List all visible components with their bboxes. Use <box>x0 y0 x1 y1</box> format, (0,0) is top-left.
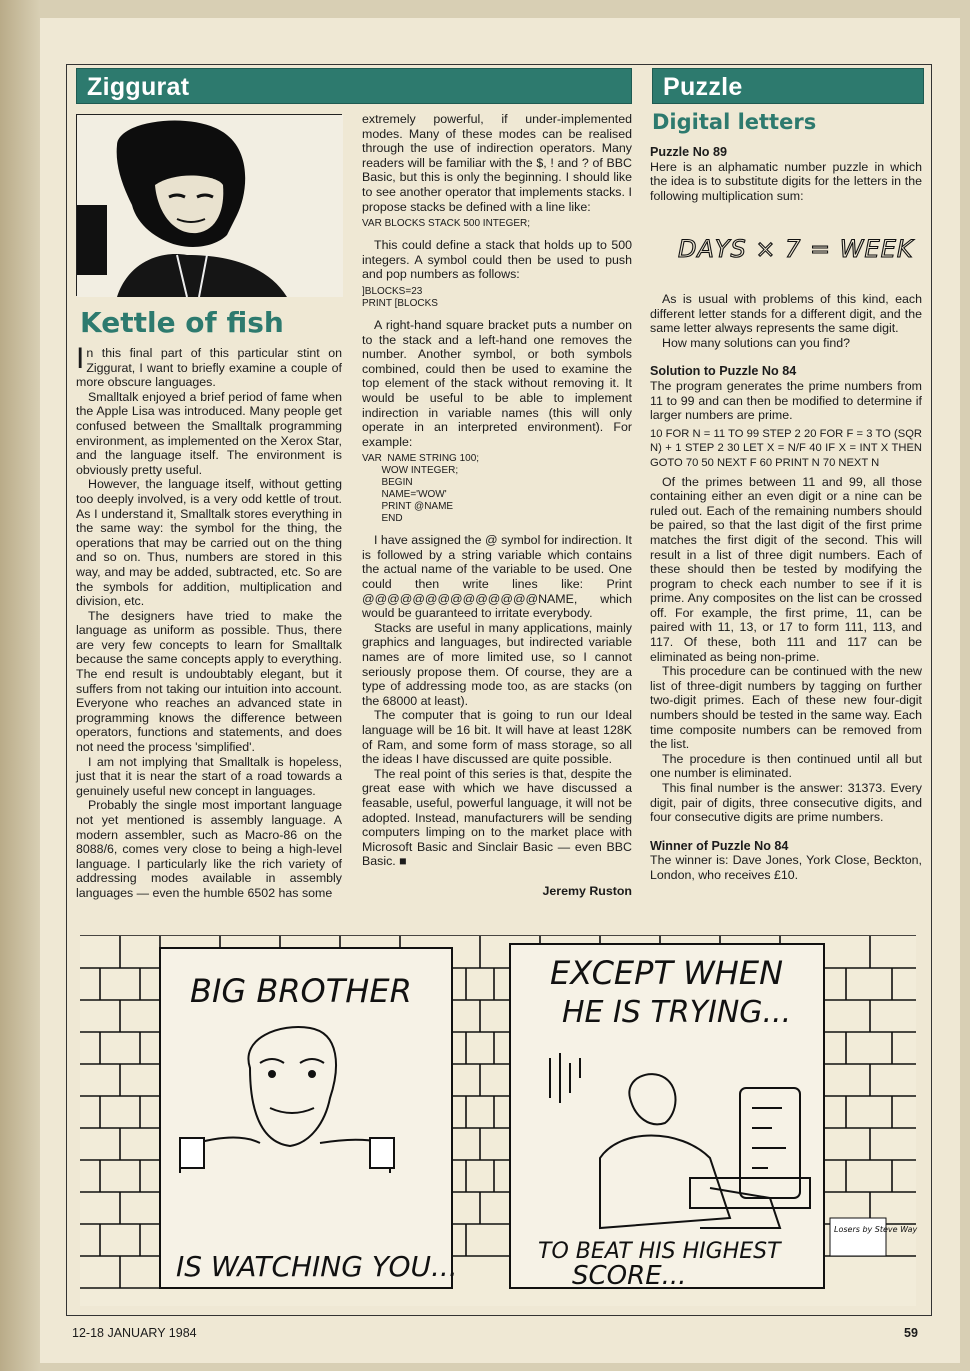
equation-text: DAYS × 7 = WEEK <box>678 235 914 263</box>
caption-big-brother: BIG BROTHER <box>190 972 412 1010</box>
code-sample-1: VAR BLOCKS STACK 500 INTEGER; <box>362 218 531 230</box>
article-column-2 <box>362 112 632 869</box>
solution-title: Solution to Puzzle No 84 <box>650 364 797 379</box>
puzzle-column-top <box>650 145 922 203</box>
paragraph-7: extremely powerful, if under-implemented modes. Many of these modes can be realised through the use of indirection operators. Many readers will be familiar with the $, ! and ? of BBC Basic, but this is only the beginning. I should like to see another operator that implements stacks. I propose stacks be defined with a line like: <box>362 112 632 214</box>
puzzle-headline: Digital letters <box>652 110 817 134</box>
solution-body-1: Of the primes between 11 and 99, all those containing either an even digit or a nine can be ruled out. Each of the remaining numbers should be paired, so that the last digit of the first prime matches the first digit of the second. This will result in a list of three digit numbers. Each of these should then be tested by modifying the program to check each number to see if it is prime. Any composites on the list can be crossed off. For example, the first prime, 11, can be paired with 11, 13, or 17 to form 111, 113, and 117. Of these, both 111 and 117 can be eliminated as being non-prime. <box>650 474 922 664</box>
winner-title: Winner of Puzzle No 84 <box>650 838 789 853</box>
code-sample-3: VAR NAME STRING 100; WOW INTEGER; BEGIN NAME='WOW' PRINT @NAME END <box>362 453 480 525</box>
winner-text: The winner is: Dave Jones, York Close, Beckton, London, who receives £10. <box>650 853 922 882</box>
caption-except-when: EXCEPT WHEN <box>550 954 784 992</box>
author-photo <box>76 114 342 296</box>
paragraph-8: This could define a stack that holds up to 500 integers. A symbol could then be used to push and pop numbers as follows: <box>362 238 632 282</box>
puzzle-header: Puzzle <box>652 68 924 104</box>
paragraph-3: However, the language itself, without getting too deeply involved, is a very odd kettle of trout. As I understand it, Smalltalk stores everything in the same way: the symbol for the thing, the operations that may be carried out on the thing and so on. Thus, numbers are stored in this way, and may be added, subtracted, etc. So are the symbols for addition, multiplication and division, etc. <box>76 477 342 609</box>
paragraph-1: In this final part of this particular stint on Ziggurat, I want to briefly examine a couple of more obscure languages. <box>76 342 342 390</box>
paragraph-12: The computer that is going to run our Ideal language will be 16 bit. It will have at least 128K of Ram, and some form of mass storage, so all the ideas I have discussed are quite possible. <box>362 708 632 767</box>
issue-date: 12-18 JANUARY 1984 <box>72 1326 197 1340</box>
puzzle-equation <box>676 231 914 265</box>
paragraph-10: I have assigned the @ symbol for indirection. It is followed by a string variable which contains the actual name of the variable to be used. One could then write lines like: Print @@@@@@@@@@@@@@NAME, which would be guaranteed to irritate everybody. <box>362 533 632 621</box>
paragraph-9: A right-hand square bracket puts a number on to the stack and a left-hand one removes the number. Another symbol, or both symbols combined, could then be used to examine the top element of the stack without removing it. It would be useful to be able to implement indirection in variable names (this will only operate in an interpreted environment). For example: <box>362 317 632 449</box>
puzzle-column-bottom <box>650 292 922 883</box>
code-sample-2: ]BLOCKS=23 PRINT [BLOCKS <box>362 285 438 309</box>
portrait-image <box>77 115 343 297</box>
ziggurat-header: Ziggurat <box>76 68 632 104</box>
paragraph-5: I am not implying that Smalltalk is hopeless, just that it is near the start of a road towards a genuinely useful new concept in languages. <box>76 754 342 798</box>
puzzle-intro: Here is an alphamatic number puzzle in which the idea is to substitute digits for the letters in the following multiplication sum: <box>650 159 922 203</box>
cartoon-signature: Losers by Steve Way <box>834 1225 918 1234</box>
paragraph-4: The designers have tried to make the language as uniform as possible. Thus, there are very few concepts to learn for Smalltalk because the same concepts apply to everything. The end result is undoubtably elegant, but it suffers from not taking our intuition into account. Everyone who reaches an advanced state in programming knows the difference between operators, functions and statements, and does not need the process 'simplified'. <box>76 608 342 755</box>
paragraph-6: Probably the single most important language not yet mentioned is assembly language. A modern assembler, such as Macro-86 on the 8088/6, comes very close to being a high-level language. I particularly like the rich variety of addressing modes available in assembly languages — even the humble 6502 has some <box>76 798 342 900</box>
paragraph-11: Stacks are useful in many applications, mainly graphics and languages, but indirected variable names are of more limited use, so I cannot seriously propose them. Of course, they are a type of addressing mode too, as are stacks (on the 68000 at least). <box>362 620 632 708</box>
paragraph-2: Smalltalk enjoyed a brief period of fame when the Apple Lisa was introduced. Many people get confused between the Smalltalk programming environment, as implemented on the Xerox Star, and the language itself. The environment is obviously pretty useful. <box>76 389 342 477</box>
solution-program: 10 FOR N = 11 TO 99 STEP 2 20 FOR F = 3 TO (SQR N) + 1 STEP 2 30 LET X = N/F 40 IF X = INT X THEN GOTO 70 50 NEXT F 60 PRINT N 70 NEXT N <box>650 427 922 469</box>
page-number: 59 <box>904 1326 918 1340</box>
article-column-1 <box>76 342 342 901</box>
solution-intro: The program generates the prime numbers from 11 to 99 and can then be modified to determine if larger numbers are prime. <box>650 378 922 423</box>
puzzle-body-2: How many solutions can you find? <box>662 335 851 350</box>
cartoon-strip <box>80 928 916 1306</box>
signature-box <box>830 1218 886 1256</box>
end-mark: ■ <box>399 854 407 869</box>
caption-watching-you: IS WATCHING YOU... <box>176 1250 458 1283</box>
drop-cap: I <box>76 342 85 375</box>
paragraph-13: The real point of this series is that, despite the great ease with which we have discussed a feasable, useful, powerful language, it will not be adopted. Instead, manufacturers will be sending computers limping on to the market place with Microsoft Basic and Sinclair Basic — even BBC Basic. ■ <box>362 766 632 869</box>
caption-to-beat: TO BEAT HIS HIGHEST <box>538 1239 781 1264</box>
puzzle-body-1: As is usual with problems of this kind, each different letter stands for a different digit, and the same letter always represents the same digit. <box>650 292 922 336</box>
caption-he-is-trying: HE IS TRYING... <box>562 995 792 1030</box>
solution-body-3: The procedure is then continued until all but one number is eliminated. <box>650 751 922 781</box>
solution-body-2: This procedure can be continued with the new list of three-digit numbers by tagging on further two-digit primes. Each of these new four-digit numbers should be tested in the same way. Each time composite numbers can be removed from the list. <box>650 664 922 752</box>
binding-gutter <box>0 0 40 1371</box>
byline: Jeremy Ruston <box>542 884 632 898</box>
article-headline: Kettle of fish <box>80 306 284 339</box>
puzzle-title: Puzzle No 89 <box>650 145 727 159</box>
solution-body-4: This final number is the answer: 31373. Every digit, pair of digits, three consecutive digits, and four consecutive digits are prime numbers. <box>650 781 922 825</box>
caption-score: SCORE... <box>572 1261 687 1291</box>
